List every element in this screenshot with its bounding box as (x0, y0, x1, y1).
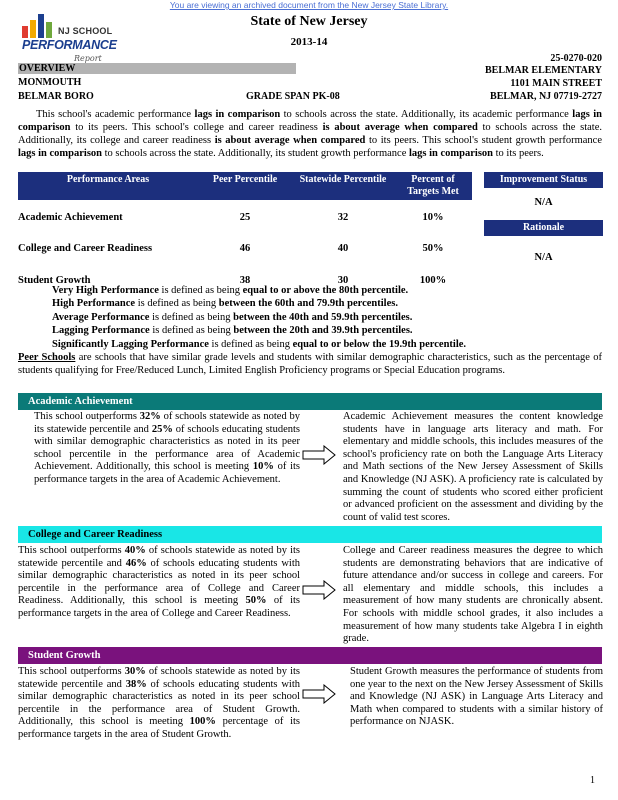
summary-text: of schools statewide as noted by its statewide percentile and (18, 666, 300, 690)
definition-term: Significantly Lagging Performance (52, 338, 209, 350)
definition-range: between the 20th and 39.9th percentiles. (233, 325, 413, 337)
statewide-percentile-cell: 40 (337, 243, 349, 255)
grade-span: GRADE SPAN PK-08 (246, 91, 340, 102)
summary-text: This school outperforms (18, 545, 125, 556)
area-cell: Student Growth (18, 275, 91, 287)
student-growth-description: Student Growth measures the performance of students from one year to the next on the New Jersey Assessment of Skills and Knowledge (NJ ASK) in Language Arts Literacy and Math when compared to students with a similar history of performance on NJASK. (350, 666, 603, 728)
peer-schools-text: are schools that have similar grade levels and students with similar demographic characteristics, such as the percentage of students qualifying for Free/Reduced Lunch, Limited English Proficiency programs or Special Education programs. (18, 352, 602, 376)
summary-text: of schools statewide as noted by its statewide percentile and (18, 545, 300, 569)
definition-range: between the 60th and 79.9th percentiles. (218, 298, 398, 310)
definition-range: equal to or above the 80th percentile. (242, 285, 409, 296)
summary-text: percentage of its performance targets in the area of Student Growth. (18, 716, 300, 740)
summary-text: to schools across the state. Additionally, its college and career readiness (18, 122, 602, 146)
summary-text: This school outperforms (34, 411, 140, 422)
college-career-readiness-description: College and Career readiness measures the degree to which students are demonstrating behaviors that are indicative of future attendance and/or success in college and careers. For all elementary and middle schools, this includes a measurement of how many students are chronically absent. For schools with middle school grades, it also includes a measurement of how many students take Algebra I in eighth grade. (343, 545, 603, 645)
district-name: BELMAR BORO (18, 91, 94, 102)
page-title: State of New Jersey (250, 14, 368, 29)
definition-range: equal to or below the 19.9th percentile. (292, 338, 467, 350)
school-name: BELMAR ELEMENTARY (485, 65, 602, 76)
summary-text: of schools educating students with similar demographic characteristics as noted in its peer school percentile in the performance area of Student Growth. Additionally, this school is meeting (18, 678, 301, 728)
peer-schools-term: Peer Schools (18, 352, 76, 363)
section-header-student-growth: Student Growth (18, 647, 602, 664)
definition-item (52, 338, 572, 351)
improvement-status-value: N/A (534, 197, 553, 208)
summary-rating: is about average when compared (214, 135, 366, 146)
targets-percent: 10% (252, 461, 274, 473)
area-cell: Academic Achievement (18, 212, 123, 224)
summary-text: This school outperforms (18, 666, 125, 677)
school-code: 25-0270-020 (550, 53, 602, 64)
definition-range: between the 40th and 59.9th percentiles. (233, 311, 413, 323)
rationale-value: N/A (534, 252, 553, 263)
logo-sub-text: Report (74, 54, 102, 63)
column-header: Peer Percentile (198, 172, 292, 200)
peer-percentile-cell: 25 (239, 212, 251, 224)
summary-text: to schools across the state. Additionally, its academic performance (280, 109, 573, 120)
performance-summary (18, 108, 602, 160)
page-number: 1 (590, 775, 595, 786)
logo-main-text: PERFORMANCE (22, 38, 117, 52)
table-header-row (18, 172, 472, 200)
targets-met-cell: 100% (419, 275, 447, 287)
summary-text: of schools educating students with similar demographic characteristics as noted in its peer school percentile in the performance area of Academic Achievement. Additionally, this school is meeting (34, 423, 301, 473)
rationale-header: Rationale (484, 220, 603, 236)
summary-text: to its peers. (493, 148, 544, 159)
statewide-percentile-cell: 30 (337, 275, 349, 287)
summary-text: of its performance targets in the area of Academic Achievement. (34, 461, 300, 485)
performance-table (18, 172, 472, 288)
county-name: MONMOUTH (18, 77, 82, 88)
statewide-percent: 40% (124, 545, 146, 556)
peer-percentile-cell: 38 (239, 275, 251, 287)
summary-rating: is about average when compared (322, 122, 478, 133)
peer-schools-definition (18, 352, 602, 377)
column-header: Statewide Percentile (292, 172, 394, 200)
section-header-college-career-readiness: College and Career Readiness (18, 526, 602, 543)
targets-percent: 100% (189, 716, 216, 728)
right-arrow-icon (302, 580, 336, 600)
school-city: BELMAR, NJ 07719-2727 (490, 91, 602, 102)
summary-rating: lags in comparison (194, 109, 281, 120)
definition-text: is defined as being (208, 338, 293, 350)
improvement-status-header: Improvement Status (484, 172, 603, 188)
definition-item (52, 311, 572, 324)
performance-definitions (52, 284, 572, 351)
definition-term: High Performance (52, 298, 136, 310)
statewide-percent: 30% (124, 666, 146, 677)
academic-achievement-summary (34, 411, 300, 487)
targets-met-cell: 50% (422, 243, 444, 255)
academic-achievement-description: Academic Achievement measures the content knowledge students have in language arts literacy and math. For elementary and middle schools, this includes measures of the school's proficiency rate on both the Language Arts Literacy and Math sections of the New Jersey Assessment of Skills and Knowledge (NJ ASK). A proficiency rate is calculated by summing the count of students who scored either proficient or advanced proficient on the assessment and dividing by the count of valid test scores. (343, 411, 603, 523)
column-header: Percent of Targets Met (394, 172, 472, 200)
summary-text: of schools educating students with similar demographic characteristics as noted in its peer school percentile in the performance area of College and Career Readiness. Additionally, this school is meeting (18, 557, 301, 607)
definition-text: is defined as being (135, 298, 219, 310)
peer-percent: 25% (151, 423, 173, 435)
school-year: 2013-14 (290, 36, 328, 48)
targets-met-cell: 10% (422, 212, 444, 224)
logo-top-text: NJ SCHOOL (58, 26, 113, 36)
statewide-percent: 32% (139, 411, 161, 422)
summary-text: This school's academic performance (36, 109, 195, 120)
targets-percent: 50% (245, 595, 267, 607)
definition-text: is defined as being (149, 311, 234, 323)
statewide-percentile-cell: 32 (337, 212, 349, 224)
summary-rating: lags in comparison (408, 148, 493, 159)
summary-rating: lags in comparison (18, 109, 603, 133)
table-row (18, 200, 472, 225)
college-career-readiness-summary (18, 545, 300, 621)
definition-term: Very High Performance (52, 285, 159, 296)
right-arrow-icon (302, 445, 336, 465)
right-arrow-icon (302, 684, 336, 704)
peer-percent: 38% (125, 678, 147, 690)
summary-text: of its performance targets in the area of College and Career Readiness. (18, 595, 300, 619)
definition-text: is defined as being (158, 285, 243, 296)
peer-percent: 46% (125, 557, 147, 569)
definition-term: Average Performance (52, 311, 150, 323)
area-cell: College and Career Readiness (18, 243, 153, 255)
table-row (18, 225, 472, 256)
peer-percentile-cell: 46 (239, 243, 251, 255)
section-header-academic-achievement: Academic Achievement (18, 393, 602, 410)
archive-notice-link[interactable]: You are viewing an archived document from the New Jersey State Library. (169, 0, 449, 10)
definition-item (52, 284, 572, 297)
summary-text: to schools across the state. Additionally, its student growth performance (102, 148, 409, 159)
definition-term: Lagging Performance (52, 325, 150, 337)
school-street: 1101 MAIN STREET (510, 78, 602, 89)
summary-rating: lags in comparison (18, 148, 103, 159)
definition-item (52, 324, 572, 337)
student-growth-summary (18, 666, 300, 742)
summary-text: of schools statewide as noted by its statewide percentile and (34, 411, 300, 435)
definition-text: is defined as being (149, 325, 234, 337)
column-header: Performance Areas (18, 172, 198, 200)
definition-item (52, 297, 572, 310)
overview-heading: OVERVIEW (18, 63, 296, 74)
summary-text: to its peers. This school's college and career readiness (70, 122, 323, 133)
summary-text: to its peers. This school's student growth performance (365, 135, 602, 146)
